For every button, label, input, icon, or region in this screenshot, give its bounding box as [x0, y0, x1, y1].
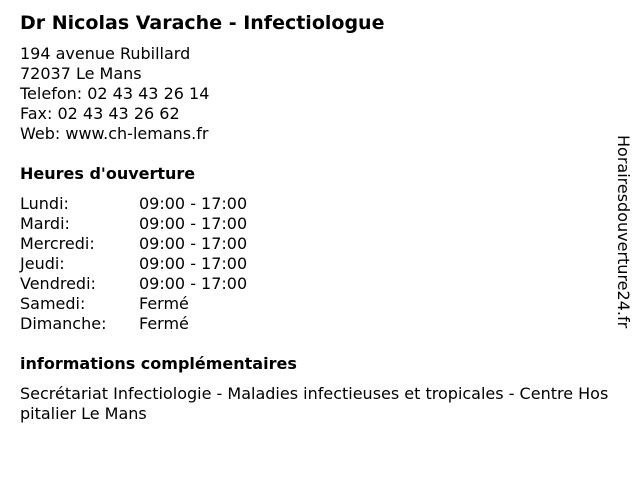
day-label: Mercredi:	[20, 234, 95, 253]
day-label: Samedi:	[20, 294, 86, 313]
time-value: 09:00 - 17:00	[139, 214, 248, 233]
time-value: 09:00 - 17:00	[139, 254, 248, 273]
info-text: Secrétariat Infectiologie - Maladies infectieuses et tropicales - Centre Hospitalier Le Mans	[20, 384, 609, 423]
time-value: Fermé	[139, 314, 189, 333]
phone-number: Telefon: 02 43 43 26 14	[20, 84, 210, 103]
day-label: Jeudi:	[20, 254, 65, 273]
page-title: Dr Nicolas Varache - Infectiologue	[20, 12, 385, 34]
day-label: Vendredi:	[20, 274, 96, 293]
street-address: 194 avenue Rubillard	[20, 44, 191, 63]
day-label: Mardi:	[20, 214, 70, 233]
website: Web: www.ch-lemans.fr	[20, 124, 209, 143]
hours-heading: Heures d'ouverture	[20, 164, 196, 183]
city-address: 72037 Le Mans	[20, 64, 142, 83]
fax-number: Fax: 02 43 43 26 62	[20, 104, 180, 123]
day-label: Lundi:	[20, 194, 69, 213]
site-watermark: Horairesdouverture24.fr	[614, 135, 633, 329]
time-value: 09:00 - 17:00	[139, 194, 248, 213]
address-block	[20, 44, 209, 144]
time-value: Fermé	[139, 294, 189, 313]
time-value: 09:00 - 17:00	[139, 274, 248, 293]
time-value: 09:00 - 17:00	[139, 234, 248, 253]
day-label: Dimanche:	[20, 314, 107, 333]
info-heading: informations complémentaires	[20, 354, 297, 373]
